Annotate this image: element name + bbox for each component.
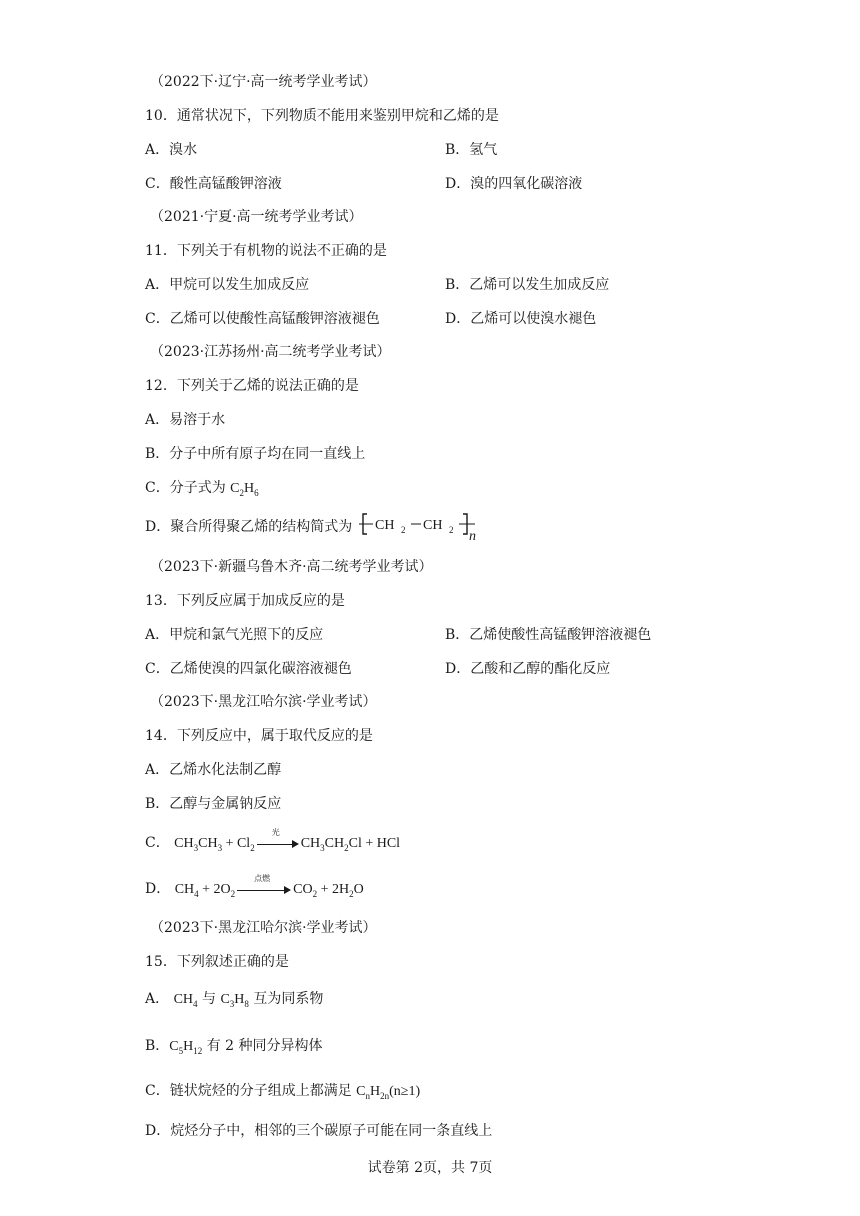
- option-b: B．乙醇与金属钠反应: [145, 796, 282, 812]
- option-c: C．链状烷烃的分子组成上都满足 $C_nH_{2n}(n\ge 1)$: [145, 1083, 421, 1101]
- page-footer: 试卷第 2页，共 7页: [367, 1160, 493, 1176]
- question-stem: 13．下列反应属于加成反应的是: [145, 593, 345, 609]
- option-c: [145, 478, 259, 499]
- polyethylene-structure: [359, 514, 487, 544]
- equation-d: $CH_4 + 2O_2$ 点燃 $CO_2 + 2H_2O$: [174, 873, 364, 899]
- sub1: 2: [400, 525, 406, 535]
- sub2: 2: [448, 525, 454, 535]
- option-c-label: C．分子式为: [145, 480, 226, 496]
- option-c: C．乙烯可以使酸性高锰酸钾溶液褪色: [145, 311, 380, 327]
- formula-c2h6: $C_2H_6$: [230, 481, 259, 498]
- option-d: [145, 514, 487, 544]
- option-a: A．甲烷和氯气光照下的反应: [145, 627, 324, 643]
- question-source: （2023·江苏扬州·高二统考学业考试）: [150, 344, 391, 360]
- reaction-arrow-icon: 点燃: [237, 885, 291, 895]
- option-d-label: D．聚合所得聚乙烯的结构简式为: [145, 519, 353, 535]
- question-source: （2023下·黑龙江哈尔滨·学业考试）: [150, 920, 377, 936]
- question-stem: 14．下列反应中，属于取代反应的是: [145, 728, 373, 744]
- reaction-arrow-icon: 光: [257, 839, 299, 849]
- question-stem: 11．下列关于有机物的说法不正确的是: [145, 243, 387, 259]
- option-d: D．烷烃分子中，相邻的三个碳原子可能在同一条直线上: [145, 1123, 493, 1139]
- option-b: B．$C_5H_{12}$ 有 2 种同分异构体: [145, 1038, 323, 1056]
- polymer-bracket-icon: [359, 510, 487, 544]
- question-stem: 12．下列关于乙烯的说法正确的是: [145, 378, 359, 394]
- option-b: B．乙烯使酸性高锰酸钾溶液褪色: [445, 627, 652, 643]
- question-stem: 15．下列叙述正确的是: [145, 954, 289, 970]
- option-d-label: D．: [145, 881, 171, 897]
- option-b: B．分子中所有原子均在同一直线上: [145, 446, 366, 462]
- option-c-label: C．: [145, 835, 170, 851]
- option-c: C．酸性高锰酸钾溶液: [145, 176, 282, 192]
- option-a: A．甲烷可以发生加成反应: [145, 277, 310, 293]
- option-row: [145, 309, 597, 329]
- repeat-n: n: [468, 529, 476, 544]
- option-row: [145, 625, 652, 645]
- option-c: [145, 827, 401, 854]
- option-d: D．乙酸和乙醇的酯化反应: [445, 661, 611, 677]
- question-source: （2023下·新疆乌鲁木齐·高二统考学业考试）: [150, 559, 433, 575]
- question-source: （2021·宁夏·高一统考学业考试）: [150, 209, 363, 225]
- option-d: [145, 873, 364, 900]
- option-a: A． $CH_4$ 与 $C_3H_8$ 互为同系物: [145, 991, 324, 1009]
- unit2: CH: [422, 518, 443, 533]
- option-c: C．乙烯使溴的四氯化碳溶液褪色: [145, 661, 352, 677]
- option-a: A．易溶于水: [145, 412, 226, 428]
- option-d: D．乙烯可以使溴水褪色: [445, 311, 597, 327]
- option-a: A．溴水: [145, 142, 198, 158]
- option-a: A．乙烯水化法制乙醇: [145, 762, 282, 778]
- option-b: B．乙烯可以发生加成反应: [445, 277, 610, 293]
- equation-c: $CH_3CH_3 + Cl_2$ 光 $CH_3CH_2Cl$ + HCl: [174, 827, 401, 853]
- option-row: [145, 659, 611, 679]
- question-source: （2023下·黑龙江哈尔滨·学业考试）: [150, 694, 377, 710]
- option-b: B．氢气: [445, 142, 498, 158]
- option-d: D．溴的四氧化碳溶液: [445, 176, 583, 192]
- option-row: [145, 140, 498, 160]
- question-source: （2022下·辽宁·高一统考学业考试）: [150, 74, 377, 90]
- option-row: [145, 275, 610, 295]
- question-stem: 10．通常状况下，下列物质不能用来鉴别甲烷和乙烯的是: [145, 108, 499, 124]
- option-row: [145, 174, 583, 194]
- unit1: CH: [374, 518, 395, 533]
